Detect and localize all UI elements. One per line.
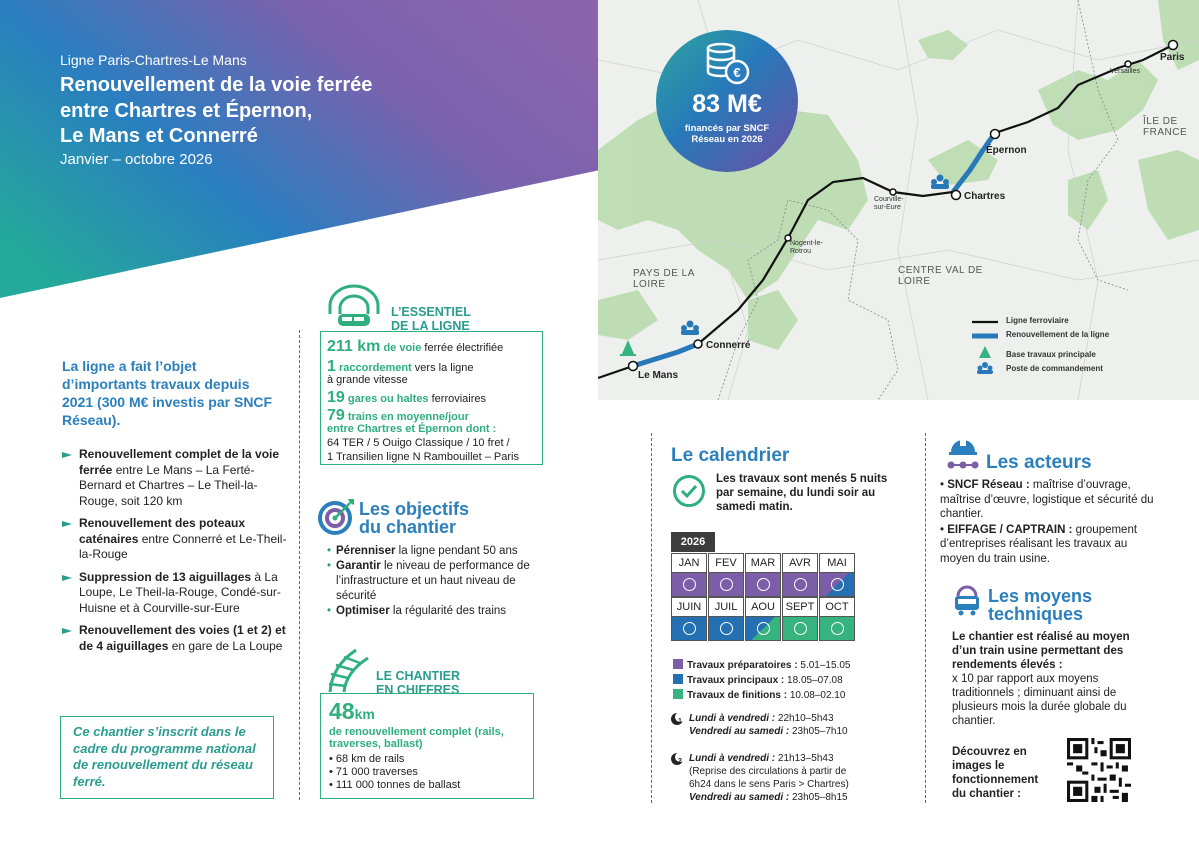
item-rest: groupement d’entreprises réalisant les travaux au moyen du train usine. (940, 523, 1138, 565)
cell-jul (708, 616, 744, 641)
legend-renewal: Renouvellement de la ligne (1006, 330, 1110, 339)
list-item: • SNCF Réseau : maîtrise d’ouvrage, maîtrise d’œuvre, logistique et sécurité du chantier. (940, 479, 1154, 520)
label: Lundi à vendredi : (689, 713, 776, 724)
essentiel-line1 (327, 338, 503, 356)
label: Vendredi au samedi : (689, 792, 790, 803)
essentiel-title-l1: L’ESSENTIEL (391, 305, 471, 319)
qr-code[interactable] (1067, 738, 1131, 802)
budget-text: financés par SNCF Réseau en 2026 (684, 123, 770, 145)
swatch (673, 659, 683, 669)
schedule-2 (689, 752, 849, 804)
moyens-text (952, 630, 1152, 728)
item-rest: la régularité des trains (392, 605, 507, 617)
objectifs-list (327, 544, 542, 619)
rail-track-icon (326, 646, 372, 694)
moon-icon (757, 578, 770, 591)
list-item (62, 570, 287, 617)
cell-jan (671, 572, 707, 597)
essentiel-line4c: 64 TER / 5 Ouigo Classique / 10 fret / (327, 437, 510, 449)
moon-icon (794, 622, 807, 635)
essentiel-title (391, 305, 471, 333)
train-station-icon (324, 284, 384, 332)
item-strong: EIFFAGE / CAPTRAIN : (947, 523, 1073, 536)
moyens-title (988, 587, 1092, 623)
line-map (598, 0, 1199, 400)
phase-prep (673, 659, 850, 671)
swatch (673, 689, 683, 699)
coins-euro-icon (703, 42, 751, 86)
region-cvl: CENTRE VAL DE LOIRE (898, 265, 983, 287)
moyens-title-l1: Les moyens (988, 586, 1093, 606)
month-apr: AVR (782, 553, 818, 573)
item-text: 68 km de rails (335, 753, 405, 765)
hours: 23h05–8h15 (792, 792, 848, 803)
train-factory-icon (952, 584, 982, 616)
cell-feb (708, 572, 744, 597)
month-feb: FEV (708, 553, 744, 573)
chiffres-list (329, 753, 460, 792)
stat-label: de voie (383, 342, 422, 354)
svg-text:1: 1 (678, 718, 682, 725)
list-item (62, 447, 287, 509)
region-idf: ÎLE DE FRANCE (1143, 116, 1188, 138)
target-icon (318, 497, 356, 535)
separator (299, 330, 300, 800)
separator (651, 433, 652, 803)
base-travaux-icon (620, 340, 636, 356)
moon-icon (757, 622, 770, 635)
item-text: 71 000 traverses (335, 766, 418, 778)
header-title-line2: entre Chartres et Épernon, (60, 100, 313, 122)
list-item (62, 516, 287, 563)
stat-rest: ferrée électrifiée (424, 342, 504, 354)
list-item: • 111 000 tonnes de ballast (329, 779, 461, 791)
intro-list (62, 447, 287, 661)
essentiel-line3 (327, 389, 486, 407)
program-note: Ce chantier s’inscrit dans le cadre du programme national de renouvellement du réseau ferré. (60, 716, 274, 799)
chiffres-number: 48 (329, 698, 355, 724)
legend-base: Base travaux principale (1006, 350, 1096, 359)
item-text: 111 000 tonnes de ballast (335, 779, 461, 791)
moyens-title-l2: techniques (988, 604, 1084, 624)
hours: 21h13–5h43 (777, 753, 834, 764)
chiffres-desc: de renouvellement complet (rails, traverses, ballast) (329, 726, 504, 750)
label: Vendredi au samedi : (689, 726, 790, 737)
calendrier-text: Les travaux sont menés 5 nuits par semaine, du lundi soir au samedi matin. (716, 473, 888, 513)
essentiel-line2b: à grande vitesse (327, 374, 408, 386)
item-rest: en gare de La Loupe (171, 638, 283, 653)
item-strong: Pérenniser (336, 545, 396, 557)
budget-amount: 83 M€ (692, 90, 762, 118)
moon-icon (831, 578, 844, 591)
legend-line: Ligne ferroviaire (1006, 316, 1069, 325)
city-le-mans: Le Mans (638, 370, 679, 381)
cell-oct (819, 616, 855, 641)
header-title-line3: Le Mans et Connerré (60, 125, 258, 147)
item-rest: entre Connerré et Le-Theil-la-Rouge (79, 531, 287, 561)
schedule-saturday (689, 791, 849, 804)
stat-label: gares ou haltes (347, 393, 429, 405)
intro-lead: La ligne a fait l’objet d’importants travaux depuis 2021 (300 M€ investis par SNCF Réseau). (62, 358, 273, 428)
phase-dates: 10.08–02.10 (789, 690, 846, 701)
region-pdl: PAYS DE LA LOIRE (633, 268, 695, 290)
city-epernon: Épernon (986, 145, 1027, 156)
phase-label: Travaux de finitions : (687, 690, 788, 701)
stat-value: 19 (327, 389, 345, 406)
schedule-note-l1: (Reprise des circulations à partir de (689, 766, 847, 777)
stat-label: trains en moyenne/jour (347, 411, 469, 423)
item-strong: SNCF Réseau : (947, 479, 1030, 491)
item-rest: entre Le Mans – La Ferté-Bernard et Chartres – Le Theil-la-Rouge, soit 120 km (79, 462, 258, 508)
cell-mar (745, 572, 781, 597)
chiffres-unit: km (354, 706, 375, 722)
month-may: MAI (819, 553, 855, 573)
month-aug: AOU (745, 597, 781, 617)
helmet-icon (946, 432, 980, 472)
phase-finish (673, 689, 845, 701)
item-strong: Renouvellement des poteaux caténaires (79, 516, 246, 546)
phase-dates: 5.01–15.05 (800, 660, 851, 671)
stat-label: raccordement (338, 362, 412, 374)
phase-label: Travaux principaux : (687, 675, 785, 686)
list-item: • EIFFAGE / CAPTRAIN : groupement d’entreprises réalisant les travaux au moyen du train usine. (940, 523, 1138, 565)
item-strong: Renouvellement complet de la voie ferrée (79, 447, 280, 477)
stat-rest: ferroviaires (431, 393, 487, 405)
essentiel-title-l2: DE LA LIGNE (391, 319, 470, 333)
header-banner (0, 0, 600, 300)
stat-rest: vers la ligne (414, 362, 474, 374)
schedule-weekday (689, 712, 848, 725)
separator (925, 433, 926, 803)
moyens-lead: Le chantier est réalisé au moyen d’un train usine permettant des rendements élevés : (952, 631, 1130, 671)
item-strong: Renouvellement des voies (1 et 2) et de 4 aiguillages (79, 623, 286, 653)
phase-dates: 18.05–07.08 (787, 675, 843, 686)
chiffres-title-l2: EN CHIFFRES (376, 683, 460, 697)
phase-label: Travaux préparatoires : (687, 660, 798, 671)
moon-icon (720, 622, 733, 635)
list-item: • 71 000 traverses (329, 766, 418, 778)
city-nogent: Nogent-le-Rotrou (790, 240, 823, 255)
calendar-year: 2026 (671, 532, 715, 552)
city-versailles: Versailles (1110, 68, 1140, 75)
moon-2-icon (670, 752, 684, 766)
objectifs-title-l1: Les objectifs (359, 499, 470, 519)
list-item (327, 604, 542, 619)
essentiel-line4d: 1 Transilien ligne N Rambouillet – Paris (327, 451, 519, 463)
city-connerre: Connerré (706, 340, 751, 351)
svg-text:2: 2 (678, 758, 682, 765)
stat-value: 79 (327, 407, 345, 424)
moyens-rest: x 10 par rapport aux moyens traditionnels ; diminuant ainsi de plusieurs mois la durée globale du chantier. (952, 673, 1127, 727)
item-rest: le niveau de performance de l’infrastructure et un haut niveau de sécurité (336, 560, 530, 602)
phase-main (673, 674, 843, 686)
swatch (673, 674, 683, 684)
item-strong: Garantir (336, 560, 381, 572)
city-courville: Courville-sur-Eure (874, 196, 904, 211)
chiffres-title-l1: LE CHANTIER (376, 669, 461, 683)
essentiel-line4b: entre Chartres et Épernon dont : (327, 423, 497, 435)
hours: 23h05–7h10 (792, 726, 848, 737)
item-rest: la ligne pendant 50 ans (398, 545, 518, 557)
cell-aug (745, 616, 781, 641)
list-item: • 68 km de rails (329, 753, 405, 765)
header-dates: Janvier – octobre 2026 (60, 151, 213, 168)
label: Lundi à vendredi : (689, 753, 776, 764)
schedule-1 (689, 712, 848, 738)
chiffres-value (329, 698, 375, 725)
city-paris: Paris (1160, 52, 1185, 63)
moon-icon (794, 578, 807, 591)
moon-icon (683, 622, 696, 635)
list-item (327, 559, 542, 604)
item-rest: maîtrise d’ouvrage, maîtrise d’œuvre, logistique et sécurité du chantier. (940, 479, 1154, 520)
objectifs-title-l2: du chantier (359, 517, 457, 537)
month-oct: OCT (819, 597, 855, 617)
month-mar: MAR (745, 553, 781, 573)
stat-value: 1 (327, 358, 336, 375)
item-rest: à La Loupe, Le Theil-la-Rouge, Condé-sur-Huisne et à Courville-sur-Eure (79, 569, 281, 615)
svg-text:€: € (733, 65, 741, 80)
moon-icon (720, 578, 733, 591)
acteurs-title: Les acteurs (986, 452, 1092, 473)
calendrier-title: Le calendrier (671, 445, 790, 466)
cell-may (819, 572, 855, 597)
cell-apr (782, 572, 818, 597)
city-chartres: Chartres (964, 191, 1006, 202)
cell-sep (782, 616, 818, 641)
legend-command: Poste de commandement (1006, 364, 1103, 373)
acteurs-list (940, 478, 1155, 566)
moon-icon (831, 622, 844, 635)
list-item (327, 544, 542, 559)
schedule-note-l2: 6h24 dans le sens Paris > Chartres) (689, 779, 849, 790)
moon-icon (683, 578, 696, 591)
check-circle-icon (672, 474, 706, 508)
budget-circle (656, 30, 798, 172)
hours: 22h10–5h43 (777, 713, 834, 724)
month-jan: JAN (671, 553, 707, 573)
month-jun: JUIN (671, 597, 707, 617)
schedule-weekday (689, 752, 849, 765)
item-strong: Optimiser (336, 605, 390, 617)
item-strong: Suppression de 13 aiguillages (79, 569, 252, 584)
month-jul: JUIL (708, 597, 744, 617)
cell-jun (671, 616, 707, 641)
moon-1-icon (670, 712, 684, 726)
qr-text: Découvrez en images le fonctionnement du chantier : (952, 746, 1039, 800)
stat-value: 211 km (327, 338, 381, 355)
list-item (62, 623, 287, 654)
header-title-line1: Renouvellement de la voie ferrée (60, 74, 373, 96)
schedule-saturday (689, 725, 848, 738)
month-sep: SEPT (782, 597, 818, 617)
objectifs-title (359, 500, 469, 536)
header-subtitle: Ligne Paris-Chartres-Le Mans (60, 52, 247, 68)
